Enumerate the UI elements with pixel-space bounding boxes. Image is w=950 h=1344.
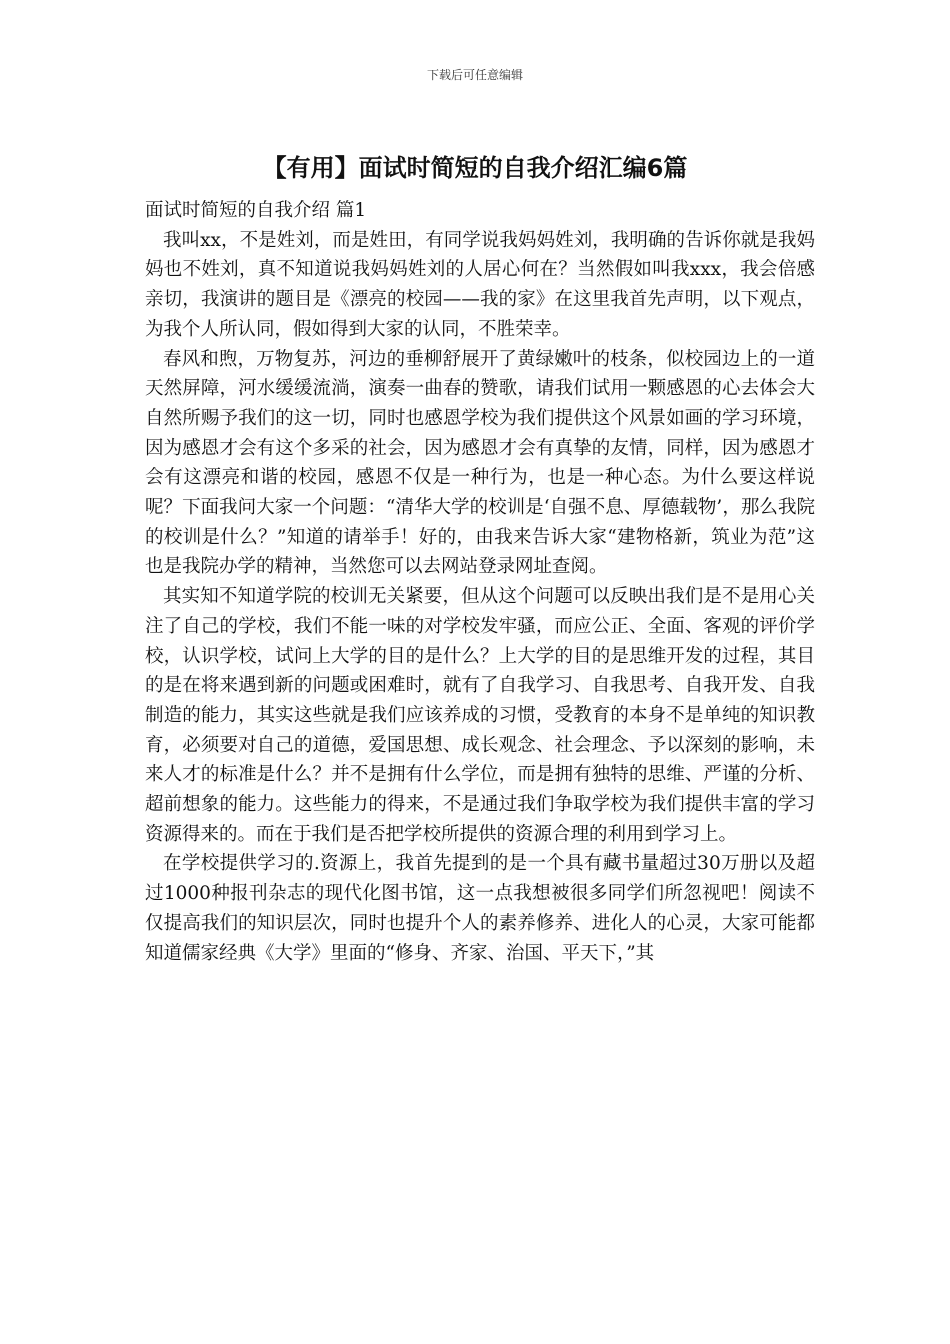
paragraph-1: 我叫xx，不是姓刘，而是姓田，有同学说我妈妈姓刘，我明确的告诉你就是我妈妈也不姓刘，真不知道说我妈妈姓刘的人居心何在？当然假如叫我xxx，我会倍感亲切，我演讲的题目是《漂亮的校园——我的家》在这里我首先声明，以下观点，为我个人所认同，假如得到大家的认同，不胜荣幸。	[145, 229, 815, 340]
section-heading: 面试时简短的自我介绍 篇1	[145, 200, 367, 221]
header-note: 下载后可任意编辑	[426, 68, 523, 82]
document-body	[145, 196, 815, 968]
document-title: 【有用】面试时简短的自我介绍汇编6篇	[262, 154, 688, 182]
paragraph-2: 春风和煦，万物复苏，河边的垂柳舒展开了黄绿嫩叶的枝条，似校园边上的一道天然屏障，河水缓缓流淌，演奏一曲春的赞歌，请我们试用一颗感恩的心去体会大自然所赐予我们的这一切，同时也感恩学校为我们提供这个风景如画的学习环境，因为感恩才会有这个多采的社会，因为感恩才会有真挚的友情，同样，因为感恩才会有这漂亮和谐的校园，感恩不仅是一种行为，也是一种心态。为什么要这样说呢？下面我问大家一个问题：“清华大学的校训是‘自强不息、厚德载物’，那么我院的校训是什么？”知道的请举手！好的，由我来告诉大家“建物格新，筑业为范”这也是我院办学的精神，当然您可以去网站登录网址查阅。	[145, 348, 815, 578]
paragraph-3: 其实知不知道学院的校训无关紧要，但从这个问题可以反映出我们是不是用心关注了自己的学校，我们不能一味的对学校发牢骚，而应公正、全面、客观的评价学校，认识学校，试问上大学的目的是什么？上大学的目的是思维开发的过程，其目的是在将来遇到新的问题或困难时，就有了自我学习、自我思考、自我开发、自我制造的能力，其实这些就是我们应该养成的习惯，受教育的本身不是单纯的知识教育，必须要对自己的道德，爱国思想、成长观念、社会理念、予以深刻的影响，未来人才的标准是什么？并不是拥有什么学位，而是拥有独特的思维、严谨的分析、超前想象的能力。这些能力的得来，不是通过我们争取学校为我们提供丰富的学习资源得来的。而在于我们是否把学校所提供的资源合理的利用到学习上。	[145, 586, 815, 845]
paragraph-4: 在学校提供学习的.资源上，我首先提到的是一个具有藏书量超过30万册以及超过1000种报刊杂志的现代化图书馆，这一点我想被很多同学们所忽视吧！阅读不仅提高我们的知识层次，同时也提升个人的素养修养、进化人的心灵，大家可能都知道儒家经典《大学》里面的“修身、齐家、治国、平天下，”其	[145, 853, 815, 964]
